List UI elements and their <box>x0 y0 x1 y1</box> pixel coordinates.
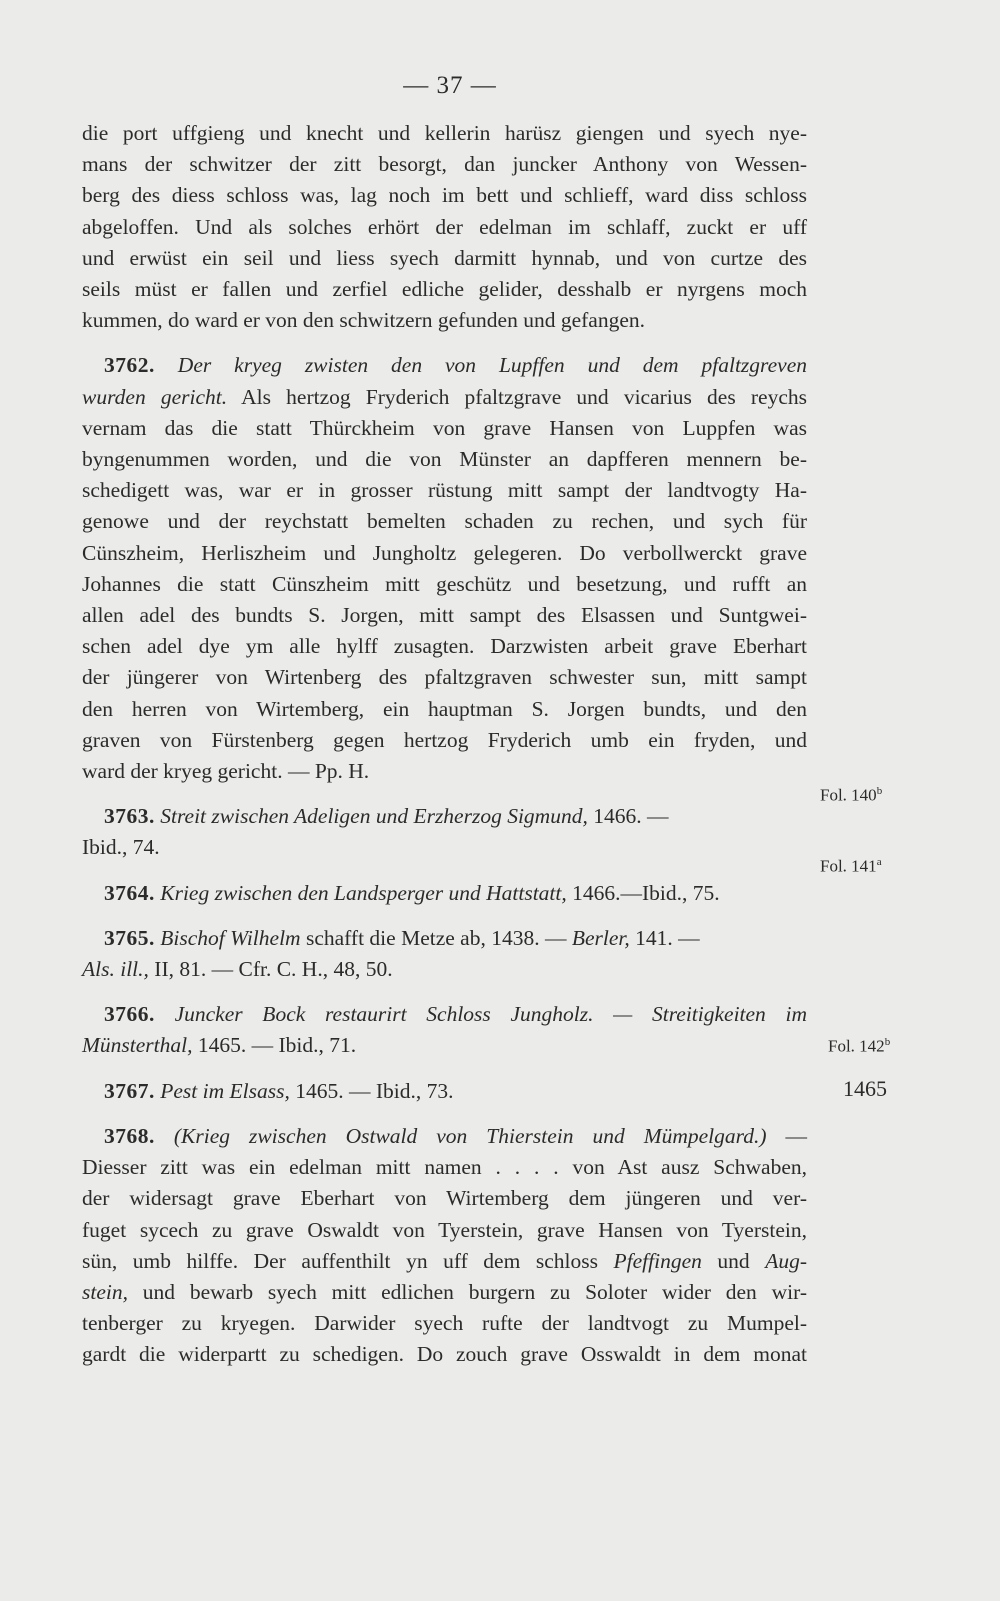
text-line <box>82 569 807 600</box>
text-line <box>82 444 807 475</box>
text-line <box>82 1215 807 1246</box>
text-line <box>82 382 807 413</box>
text-line <box>82 1277 807 1308</box>
line-text: schedigett was, war er in grosser rüstung mitt sampt der landtvogty Ha- <box>82 478 807 503</box>
margin-note-folio: Fol. 142$^b$ <box>828 1036 891 1056</box>
entry-number: 3766. <box>104 1002 155 1027</box>
entry-number: 3762. <box>104 353 155 378</box>
line-text: der jüngerer von Wirtenberg des pfaltzgraven schwester sun, mitt sampt <box>82 665 807 690</box>
entry-text: 1466.—Ibid., 75. <box>566 880 720 905</box>
line-text: berg des diess schloss was, lag noch im bett und schlieff, ward diss schloss <box>82 183 807 208</box>
italic-text: Aug- <box>765 1248 808 1273</box>
entry-text: — <box>766 1123 807 1148</box>
entry-text: 141. — <box>629 925 700 950</box>
text-line <box>82 631 807 662</box>
line-text: II, 81. — Cfr. C. H., 48, 50. <box>148 957 393 982</box>
entry-gap <box>82 1107 807 1121</box>
entry-gap <box>82 864 807 878</box>
line-text: schen adel dye ym alle hylff zusagten. Darzwisten arbeit grave Eberhart <box>82 634 807 659</box>
text-line <box>82 212 807 243</box>
entry-number: 3768. <box>104 1123 155 1148</box>
line-text: gardt die widerpartt zu schedigen. Do zouch grave Osswaldt in dem monat <box>82 1342 807 1367</box>
text-line <box>82 756 807 787</box>
line-text: 1465. — Ibid., 71. <box>192 1033 357 1058</box>
line-text: Johannes die statt Cünszheim mitt geschütz und besetzung, und rufft an <box>82 571 807 596</box>
entry-heading <box>82 350 807 381</box>
line-text: die port uffgieng und knecht und kellerin harüsz giengen und syech nye- <box>82 121 807 145</box>
italic-text: wurden gericht. <box>82 384 228 409</box>
text-line <box>82 538 807 569</box>
text-line <box>82 1030 807 1061</box>
text-line <box>82 954 807 985</box>
entry-title: Streit zwischen Adeligen und Erzherzog Sigmund, <box>160 804 588 829</box>
entry-title: Juncker Bock restaurirt Schloss Jungholz. — Streitigkeiten im <box>174 1002 807 1027</box>
entry-number: 3767. <box>104 1078 155 1103</box>
margin-note-folio: Fol. 140$^b$ <box>820 785 883 805</box>
entry-title: Bischof Wilhelm <box>160 925 301 950</box>
entry-gap <box>82 336 807 350</box>
line-text: byngenummen worden, und die von Münster an dapfferen mennern be- <box>82 447 807 472</box>
text-line <box>82 1183 807 1214</box>
entry-number: 3765. <box>104 925 155 950</box>
text-line <box>82 600 807 631</box>
line-text: sün, umb hilffe. Der auffenthilt yn uff dem schloss <box>82 1248 614 1273</box>
text-line <box>82 243 807 274</box>
text-line <box>82 274 807 305</box>
entry-text: schafft die Metze ab, 1438. — <box>300 925 572 950</box>
entry-number: 3763. <box>104 804 155 829</box>
line-text: genowe und der reychstatt bemelten schaden zu rechen, und sych für <box>82 509 807 534</box>
line-text: Ibid., 74. <box>82 835 160 860</box>
italic-text: Münsterthal, <box>82 1033 193 1058</box>
line-text: und bewarb syech mitt edlichen burgern zu Soloter wider den wir- <box>127 1279 807 1304</box>
text-line <box>82 475 807 506</box>
entry-text: 1466. — <box>587 804 669 829</box>
entry-gap <box>82 787 807 801</box>
page-number: — 37 — <box>403 72 497 99</box>
italic-text: stein, <box>82 1279 128 1304</box>
italic-text: Pfeffingen <box>613 1248 702 1273</box>
margin-note-folio: Fol. 141$^a$ <box>820 856 882 876</box>
entry-title: Berler, <box>571 925 630 950</box>
entry-heading <box>82 923 807 954</box>
entry-text: 1465. — Ibid., 73. <box>289 1078 454 1103</box>
entry-title: Der kryeg zwisten den von Lupffen und dem pfaltzgreven <box>177 353 807 378</box>
entry-gap <box>82 1062 807 1076</box>
line-text: tenberger zu kryegen. Darwider syech rufte der landtvogt zu Mumpel- <box>82 1311 807 1336</box>
entry-gap <box>82 985 807 999</box>
text-line <box>82 1246 807 1277</box>
entry-gap <box>82 909 807 923</box>
line-text: Als hertzog Fryderich pfaltzgrave und vicarius des reychs <box>227 384 807 409</box>
line-text: graven von Fürstenberg gegen hertzog Fryderich umb ein fryden, und <box>82 727 807 752</box>
entry-heading <box>82 801 807 832</box>
line-text: Diesser zitt was ein edelman mitt namen . . . . von Ast ausz Schwaben, <box>82 1155 807 1180</box>
text-line <box>82 118 807 149</box>
line-text: allen adel des bundts S. Jorgen, mitt sampt des Elsassen und Suntgwei- <box>82 603 807 628</box>
entry-heading <box>82 999 807 1030</box>
text-line <box>82 506 807 537</box>
text-line <box>82 305 807 336</box>
line-text: mans der schwitzer der zitt besorgt, dan juncker Anthony von Wessen- <box>82 152 807 177</box>
line-text: ward der kryeg gericht. — Pp. H. <box>82 759 370 784</box>
entry-title: (Krieg zwischen Ostwald von Thierstein und Mümpelgard.) <box>173 1123 767 1148</box>
text-line <box>82 1339 807 1370</box>
text-line <box>82 694 807 725</box>
text-line <box>82 1152 807 1183</box>
line-text: abgeloffen. Und als solches erhört der edelman im schlaff, zuckt er uff <box>82 214 807 239</box>
margin-note-year: 1465 <box>843 1076 887 1101</box>
line-text: und <box>701 1248 766 1273</box>
entry-heading <box>82 1076 807 1107</box>
entry-heading <box>82 878 807 909</box>
text-line <box>82 662 807 693</box>
entry-title: Pest im Elsass, <box>160 1078 290 1103</box>
body-text <box>82 118 807 1371</box>
entry-number: 3764. <box>104 880 155 905</box>
entry-heading <box>82 1121 807 1152</box>
text-line <box>82 180 807 211</box>
line-text: den herren von Wirtemberg, ein hauptman S. Jorgen bundts, und den <box>82 696 807 721</box>
line-text: fuget sycech zu grave Oswaldt von Tyerstein, grave Hansen von Tyerstein, <box>82 1217 807 1242</box>
text-line <box>82 725 807 756</box>
entry-title: Krieg zwischen den Landsperger und Hattstatt, <box>160 880 567 905</box>
line-text: seils müst er fallen und zerfiel edliche gelider, desshalb er nyrgens moch <box>82 277 807 302</box>
line-text: kummen, do ward er von den schwitzern gefunden und gefangen. <box>82 308 645 333</box>
line-text: vernam das die statt Thürckheim von grave Hansen von Luppfen was <box>82 415 807 440</box>
italic-text: Als. ill., <box>82 957 149 982</box>
text-line <box>82 832 807 863</box>
line-text: der widersagt grave Eberhart von Wirtemberg dem jüngeren und ver- <box>82 1186 807 1211</box>
line-text: und erwüst ein seil und liess syech darmitt hynnab, und von curtze des <box>82 245 807 270</box>
line-text: Cünszheim, Herliszheim und Jungholtz gelegeren. Do verbollwerckt grave <box>82 540 807 565</box>
text-line <box>82 149 807 180</box>
text-line <box>82 1308 807 1339</box>
text-line <box>82 413 807 444</box>
